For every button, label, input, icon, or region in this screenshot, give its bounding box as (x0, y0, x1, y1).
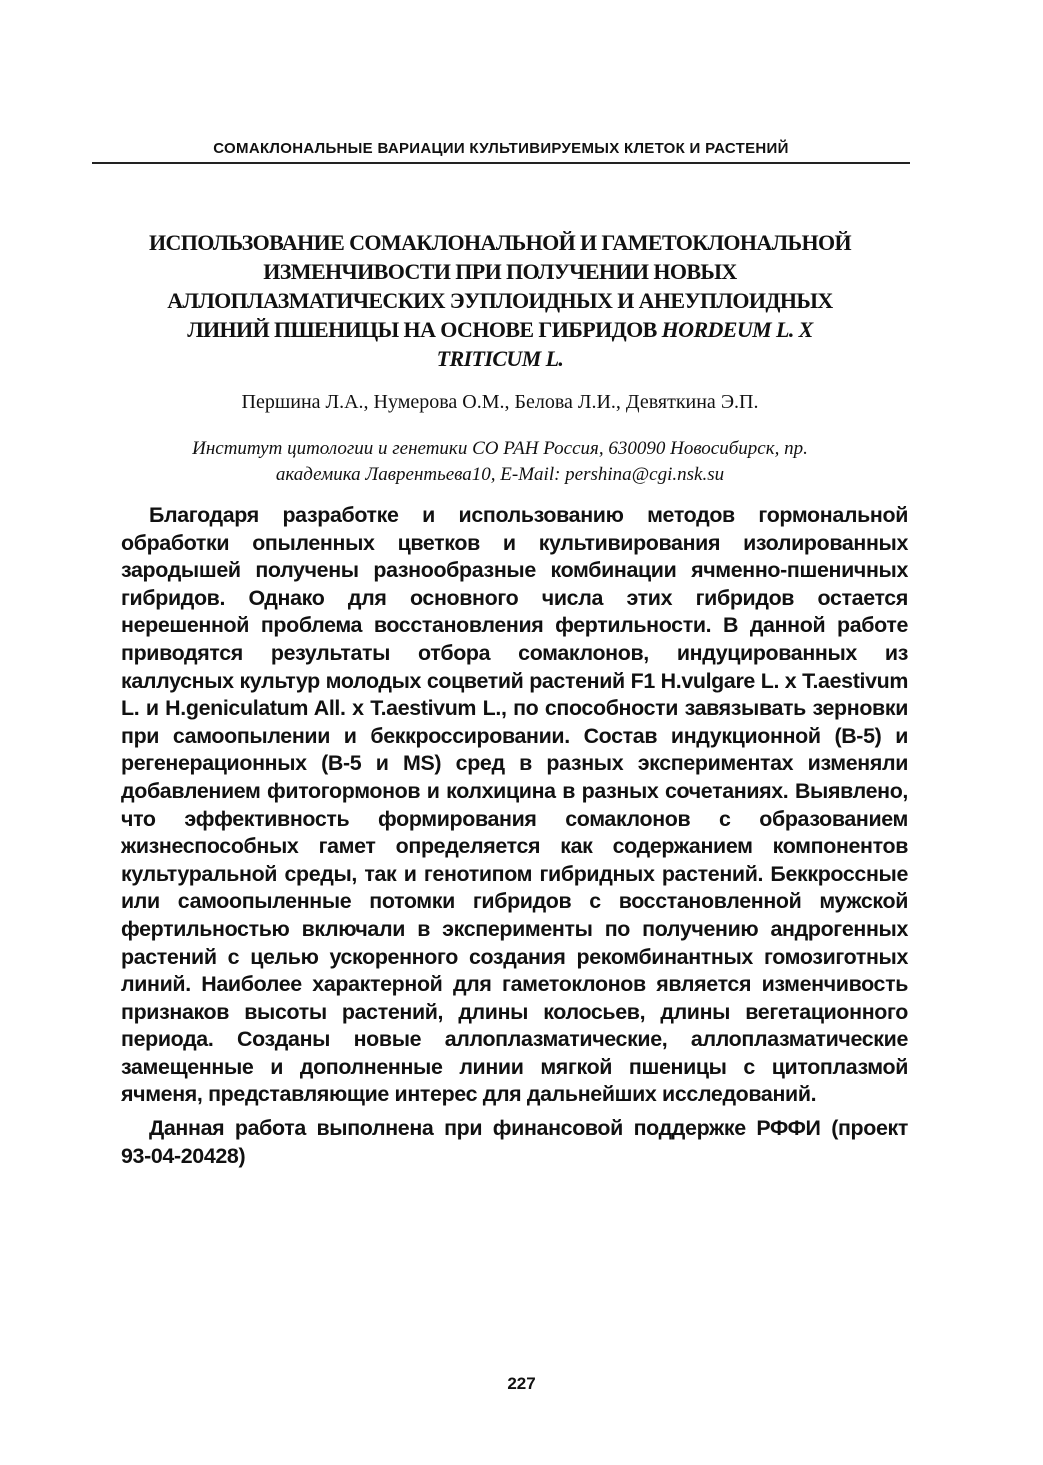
title-latin-name: HORDEUM L. X (661, 317, 813, 342)
affiliation-line: академика Лаврентьева10, E-Mail: pershina@cgi.nsk.su (275, 464, 725, 485)
funding-paragraph: Данная работа выполнена при финансовой поддержке РФФИ (проект 93-04-20428) (121, 1116, 908, 1168)
affiliation-line: Институт цитологии и генетики СО РАН Россия, 630090 Новосибирск, пр. (192, 438, 808, 459)
abstract-paragraph: Благодаря разработке и использованию методов гормональной обработки опыленных цветков и культивирования изолированных зародышей получены разнообразные комбинации ячменно-пшеничных гибридов. Однако для основного числа этих гибридов остается нерешенной проблема восстановления фертильности. В данной работе приводятся результаты отбора сомаклонов, индуцированных из каллусных культур молодых соцветий растений F1 H.vulgare L. x T.aestivum L. и H.geniculatum All. x T.aestivum L., по способности завязывать зерновки при самоопылении и беккроссировании. Состав индукционной (В-5) и регенерационных (В-5 и MS) сред в разных экспериментах изменяли добавлением фитогормонов и колхицина в разных сочетаниях. Выявлено, что эффективность формирования сомаклонов с образованием жизнеспособных гамет определяется как содержанием компонентов культуральной среды, так и генотипом гибридных растений. Беккроссные или самоопыленные потомки гибридов с восстановленной мужской фертильностью включали в эксперименты по получению андрогенных растений с целью ускоренного создания рекомбинантных гомозиготных линий. Наиболее характерной для гаметоклонов является изменчивость признаков высоты растений, длины колосьев, длины вегетационного периода. Созданы новые аллоплазматические, аллоплазматические замещенные и дополненные линии мягкой пшеницы с цитоплазмой ячменя, представляющие интерес для дальнейших исследований. (121, 503, 908, 1107)
affiliation (100, 436, 900, 488)
authors: Першина Л.А., Нумерова О.М., Белова Л.И., Девяткина Э.П. (241, 391, 759, 413)
title-line (100, 315, 900, 344)
title-line: ИСПОЛЬЗОВАНИЕ СОМАКЛОНАЛЬНОЙ И ГАМЕТОКЛОНАЛЬНОЙ (149, 230, 851, 255)
running-header: СОМАКЛОНАЛЬНЫЕ ВАРИАЦИИ КУЛЬТИВИРУЕМЫХ КЛЕТОК И РАСТЕНИЙ (92, 140, 910, 164)
abstract-body (121, 502, 908, 1176)
title-line: ИЗМЕНЧИВОСТИ ПРИ ПОЛУЧЕНИИ НОВЫХ (263, 259, 737, 284)
page-number: 227 (507, 1374, 536, 1393)
title-latin-name: TRITICUM L. (436, 346, 564, 371)
title-line-text: ЛИНИЙ ПШЕНИЦЫ НА ОСНОВЕ ГИБРИДОВ (187, 317, 662, 342)
title-line: АЛЛОПЛАЗМАТИЧЕСКИХ ЭУПЛОИДНЫХ И АНЕУПЛОИДНЫХ (167, 288, 833, 313)
article-title (100, 228, 900, 373)
